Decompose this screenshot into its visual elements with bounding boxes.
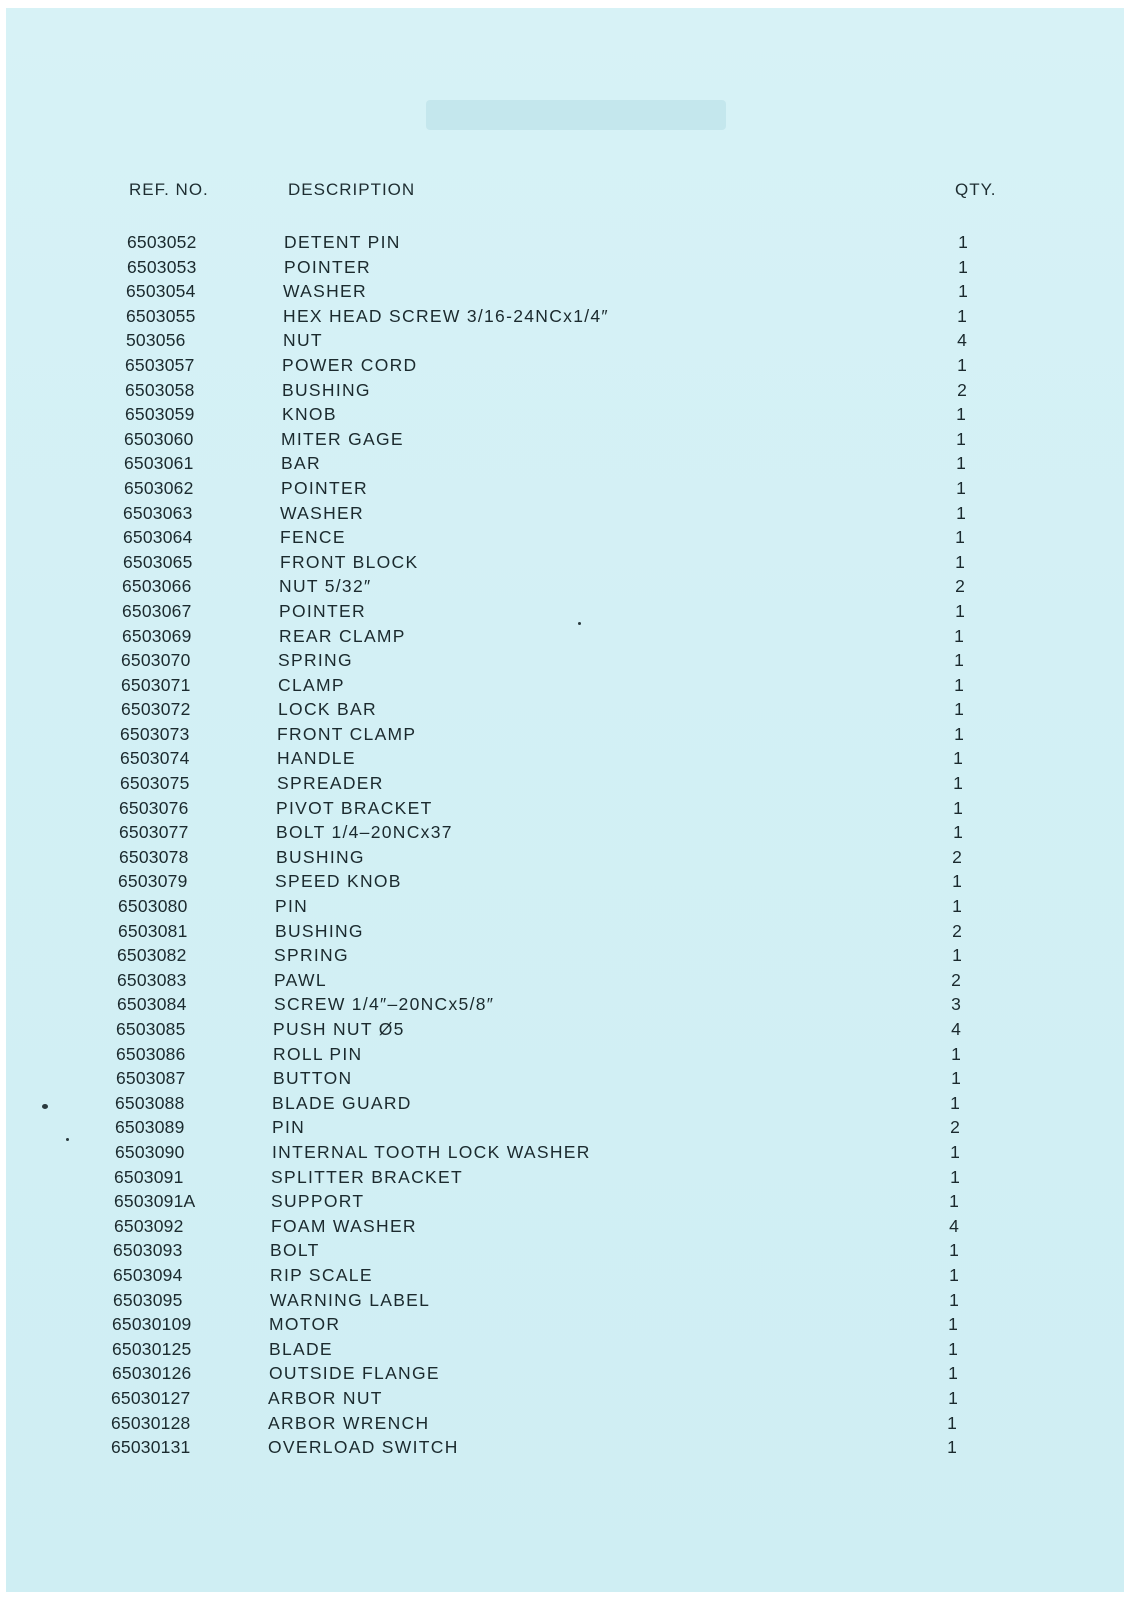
description-cell: BLADE (269, 1338, 333, 1359)
description-cell: ARBOR WRENCH (268, 1412, 430, 1433)
ref-no-cell: 6503052 (127, 232, 197, 252)
ink-speck (66, 1138, 69, 1141)
ref-no-cell: 6503078 (119, 846, 189, 867)
description-cell: SPLITTER BRACKET (271, 1166, 463, 1187)
description-cell: ARBOR NUT (268, 1387, 383, 1408)
table-row (0, 476, 1132, 501)
description-cell: WARNING LABEL (270, 1289, 431, 1310)
table-row (0, 328, 1132, 353)
table-row (0, 378, 1132, 403)
qty-cell: 1 (955, 527, 965, 548)
qty-cell: 1 (952, 871, 962, 892)
qty-cell: 1 (948, 1387, 958, 1408)
description-cell: FRONT BLOCK (280, 551, 419, 572)
qty-cell: 1 (957, 305, 967, 326)
description-cell: BLADE GUARD (272, 1092, 412, 1113)
table-row (0, 1263, 1132, 1288)
description-cell: OUTSIDE FLANGE (269, 1363, 440, 1384)
description-cell: FOAM WASHER (271, 1215, 417, 1236)
qty-cell: 1 (954, 625, 964, 646)
description-cell: DETENT PIN (284, 232, 401, 252)
qty-cell: 1 (952, 896, 962, 917)
ref-no-cell: 65030109 (112, 1314, 192, 1335)
description-cell: SCREW 1/4″–20NCx5/8″ (274, 994, 495, 1015)
header-ref-no: REF. NO. (129, 180, 209, 199)
description-cell: BUTTON (273, 1068, 353, 1089)
qty-cell: 1 (953, 797, 963, 818)
description-cell: LOCK BAR (278, 699, 377, 720)
ref-no-cell: 6503064 (123, 527, 193, 548)
table-row (0, 1411, 1132, 1436)
ref-no-cell: 6503061 (124, 453, 194, 474)
ref-no-cell: 6503054 (126, 281, 196, 302)
qty-cell: 1 (947, 1437, 957, 1458)
table-row (0, 673, 1132, 698)
description-cell: POINTER (284, 256, 371, 277)
qty-cell: 1 (956, 428, 966, 449)
qty-cell: 2 (952, 846, 962, 867)
qty-cell: 1 (949, 1191, 959, 1212)
description-cell: BUSHING (282, 379, 371, 400)
table-row (0, 1042, 1132, 1067)
ref-no-cell: 6503073 (120, 723, 190, 744)
header-description: DESCRIPTION (288, 180, 416, 199)
table-row (0, 943, 1132, 968)
table-row (0, 1140, 1132, 1165)
qty-cell: 1 (951, 1068, 961, 1089)
table-row (0, 1066, 1132, 1091)
description-cell: BAR (281, 453, 321, 474)
ref-no-cell: 6503095 (113, 1289, 183, 1310)
table-row (0, 648, 1132, 673)
qty-cell: 1 (956, 453, 966, 474)
description-cell: BOLT 1/4–20NCx37 (276, 822, 453, 843)
description-cell: POWER CORD (282, 354, 418, 375)
table-row (0, 968, 1132, 993)
description-cell: REAR CLAMP (279, 625, 406, 646)
qty-cell: 1 (949, 1264, 959, 1285)
description-cell: MITER GAGE (281, 428, 404, 449)
table-row (0, 1091, 1132, 1116)
description-cell: RIP SCALE (270, 1264, 373, 1285)
table-row (0, 402, 1132, 427)
ref-no-cell: 6503086 (116, 1043, 186, 1064)
table-row (0, 992, 1132, 1017)
ref-no-cell: 6503077 (119, 822, 189, 843)
qty-cell: 2 (951, 969, 961, 990)
qty-cell: 1 (953, 773, 963, 794)
ref-no-cell: 6503094 (113, 1264, 183, 1285)
ref-no-cell: 6503067 (122, 600, 192, 621)
table-row (0, 746, 1132, 771)
table-row (0, 1361, 1132, 1386)
description-cell: BUSHING (276, 846, 365, 867)
ref-no-cell: 6503055 (126, 305, 196, 326)
ref-no-cell: 6503053 (127, 256, 197, 277)
table-row (0, 230, 1132, 255)
qty-cell: 1 (948, 1363, 958, 1384)
description-cell: SPRING (274, 945, 349, 966)
ref-no-cell: 6503074 (120, 748, 190, 769)
table-row (0, 304, 1132, 329)
description-cell: INTERNAL TOOTH LOCK WASHER (272, 1141, 591, 1162)
ref-no-cell: 6503092 (114, 1215, 184, 1236)
description-cell: HANDLE (277, 748, 356, 769)
qty-cell: 1 (954, 650, 964, 671)
qty-cell: 2 (955, 576, 965, 597)
table-row (0, 550, 1132, 575)
ref-no-cell: 6503059 (125, 404, 195, 425)
qty-cell: 1 (956, 477, 966, 498)
description-cell: BOLT (270, 1240, 320, 1261)
ref-no-cell: 6503058 (125, 379, 195, 400)
description-cell: HEX HEAD SCREW 3/16-24NCx1/4″ (283, 305, 609, 326)
qty-cell: 1 (958, 256, 968, 277)
table-row (0, 624, 1132, 649)
ref-no-cell: 6503072 (121, 699, 191, 720)
qty-cell: 1 (950, 1141, 960, 1162)
ref-no-cell: 6503060 (124, 428, 194, 449)
description-cell: PAWL (274, 969, 327, 990)
description-cell: FRONT CLAMP (277, 723, 417, 744)
table-row (0, 1238, 1132, 1263)
table-row (0, 255, 1132, 280)
ref-no-cell: 6503084 (117, 994, 187, 1015)
table-row (0, 1017, 1132, 1042)
ref-no-cell: 6503087 (116, 1068, 186, 1089)
table-row (0, 1165, 1132, 1190)
qty-cell: 3 (951, 994, 961, 1015)
table-row (0, 599, 1132, 624)
ref-no-cell: 6503062 (124, 477, 194, 498)
description-cell: PIN (272, 1117, 306, 1138)
table-row (0, 451, 1132, 476)
ink-speck (578, 622, 581, 625)
description-cell: CLAMP (278, 674, 345, 695)
ref-no-cell: 6503088 (115, 1092, 185, 1113)
qty-cell: 1 (954, 674, 964, 695)
table-row (0, 697, 1132, 722)
ref-no-cell: 6503081 (118, 920, 188, 941)
description-cell: POINTER (279, 600, 366, 621)
table-row (0, 1189, 1132, 1214)
qty-cell: 1 (958, 232, 968, 252)
table-row (0, 1435, 1132, 1460)
table-row (0, 353, 1132, 378)
description-cell: SPRING (278, 650, 353, 671)
table-row (0, 1312, 1132, 1337)
description-cell: PUSH NUT Ø5 (273, 1019, 405, 1039)
qty-cell: 2 (952, 920, 962, 941)
description-cell: BUSHING (275, 920, 364, 941)
qty-cell: 2 (950, 1117, 960, 1138)
ref-no-cell: 6503089 (115, 1117, 185, 1138)
table-row (0, 1214, 1132, 1239)
qty-cell: 1 (956, 502, 966, 523)
ref-no-cell: 6503080 (118, 896, 188, 917)
qty-cell: 1 (956, 404, 966, 425)
ref-no-cell: 6503076 (119, 797, 189, 818)
description-cell: FENCE (280, 527, 346, 548)
description-cell: WASHER (280, 502, 364, 523)
description-cell: NUT 5/32″ (279, 576, 372, 597)
table-row (0, 1386, 1132, 1411)
ref-no-cell: 6503091 (114, 1166, 184, 1187)
table-row (0, 427, 1132, 452)
table-row (0, 574, 1132, 599)
description-cell: SPEED KNOB (275, 871, 402, 892)
qty-cell: 1 (948, 1338, 958, 1359)
qty-cell: 1 (950, 1166, 960, 1187)
qty-cell: 4 (951, 1019, 961, 1039)
description-cell: PIN (275, 896, 309, 917)
description-cell: ROLL PIN (273, 1043, 363, 1064)
description-cell: OVERLOAD SWITCH (268, 1437, 459, 1458)
qty-cell: 4 (949, 1215, 959, 1236)
qty-cell: 1 (949, 1289, 959, 1310)
table-row (0, 869, 1132, 894)
qty-cell: 1 (954, 723, 964, 744)
ref-no-cell: 6503082 (117, 945, 187, 966)
ref-no-cell: 6503079 (118, 871, 188, 892)
qty-cell: 1 (955, 600, 965, 621)
ref-no-cell: 6503075 (120, 773, 190, 794)
description-cell: PIVOT BRACKET (276, 797, 433, 818)
header-qty: QTY. (955, 180, 997, 199)
ref-no-cell: 6503090 (115, 1141, 185, 1162)
qty-cell: 4 (957, 330, 967, 351)
qty-cell: 1 (947, 1412, 957, 1433)
ref-no-cell: 6503063 (123, 502, 193, 523)
description-cell: POINTER (281, 477, 368, 498)
ink-speck (42, 1104, 48, 1109)
ref-no-cell: 6503057 (125, 354, 195, 375)
qty-cell: 1 (955, 551, 965, 572)
ref-no-cell: 6503066 (122, 576, 192, 597)
table-row (0, 525, 1132, 550)
ref-no-cell: 6503071 (121, 674, 191, 695)
ref-no-cell: 65030125 (112, 1338, 192, 1359)
ref-no-cell: 65030127 (111, 1387, 191, 1408)
description-cell: SUPPORT (271, 1191, 365, 1212)
qty-cell: 1 (953, 822, 963, 843)
table-row (0, 845, 1132, 870)
description-cell: WASHER (283, 281, 367, 302)
show-through-ghost (426, 100, 726, 130)
table-row (0, 722, 1132, 747)
ref-no-cell: 65030126 (112, 1363, 192, 1384)
table-row (0, 1337, 1132, 1362)
qty-cell: 1 (948, 1314, 958, 1335)
qty-cell: 1 (953, 748, 963, 769)
ref-no-cell: 6503065 (123, 551, 193, 572)
table-row (0, 1115, 1132, 1140)
qty-cell: 1 (954, 699, 964, 720)
table-row (0, 919, 1132, 944)
qty-cell: 1 (950, 1092, 960, 1113)
description-cell: KNOB (282, 404, 337, 425)
table-row (0, 279, 1132, 304)
ref-no-cell: 65030128 (111, 1412, 191, 1433)
qty-cell: 1 (957, 354, 967, 375)
ref-no-cell: 6503085 (116, 1019, 186, 1039)
ref-no-cell: 6503070 (121, 650, 191, 671)
ref-no-cell: 6503069 (122, 625, 192, 646)
description-cell: MOTOR (269, 1314, 341, 1335)
qty-cell: 2 (957, 379, 967, 400)
qty-cell: 1 (952, 945, 962, 966)
table-row (0, 1288, 1132, 1313)
ref-no-cell: 6503083 (117, 969, 187, 990)
parts-table (0, 230, 1132, 1460)
description-cell: NUT (283, 330, 323, 351)
ref-no-cell: 65030131 (111, 1437, 191, 1458)
qty-cell: 1 (949, 1240, 959, 1261)
description-cell: SPREADER (277, 773, 384, 794)
qty-cell: 1 (958, 281, 968, 302)
ref-no-cell: 6503091A (114, 1191, 196, 1212)
table-row (0, 820, 1132, 845)
table-row (0, 894, 1132, 919)
table-row (0, 501, 1132, 526)
ref-no-cell: 503056 (126, 330, 186, 351)
ref-no-cell: 6503093 (113, 1240, 183, 1261)
table-row (0, 796, 1132, 821)
table-row (0, 771, 1132, 796)
qty-cell: 1 (951, 1043, 961, 1064)
